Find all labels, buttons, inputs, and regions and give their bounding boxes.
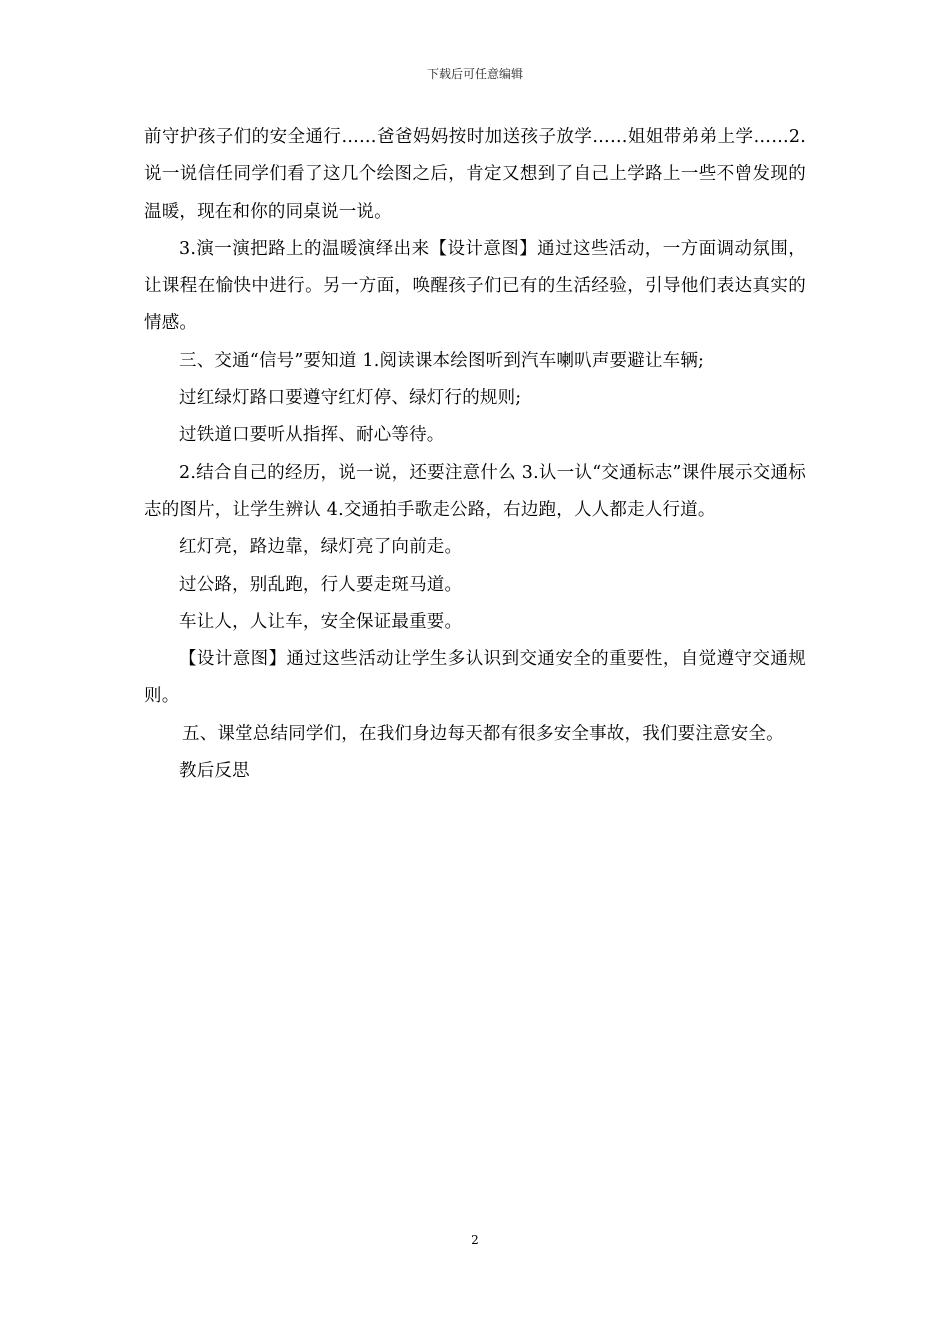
paragraph-5: 过铁道口要听从指挥、耐心等待。 <box>179 425 445 446</box>
paragraph-3: 三、交通“信号”要知道 1.阅读课本绘图听到汽车喇叭声要避让车辆; <box>179 350 705 371</box>
paragraph-1: 前守护孩子们的安全通行……爸爸妈妈按时加送孩子放学……姐姐带弟弟上学……2.说一说信任同学们看了这几个绘图之后，肯定又想到了自己上学路上一些不曾发现的温暖，现在和你的同桌说一说。 <box>144 127 806 222</box>
paragraph-11: 五、课堂总结同学们，在我们身边每天都有很多安全事故，我们要注意安全。 <box>182 723 784 744</box>
document-body <box>144 119 806 790</box>
page-header: 下载后可任意编辑 <box>426 67 523 81</box>
paragraph-9: 车让人，人让车，安全保证最重要。 <box>179 611 463 632</box>
paragraph-2: 3.演一演把路上的温暖演绎出来【设计意图】通过这些活动，一方面调动氛围，让课程在愉快中进行。另一方面，唤醒孩子们已有的生活经验，引导他们表达真实的情感。 <box>144 238 806 334</box>
paragraph-8: 过公路，别乱跑，行人要走斑马道。 <box>179 574 463 595</box>
paragraph-12: 教后反思 <box>179 761 250 782</box>
paragraph-10: 【设计意图】通过这些活动让学生多认识到交通安全的重要性，自觉遵守交通规则。 <box>144 649 806 707</box>
paragraph-6: 2.结合自己的经历，说一说，还要注意什么 3.认一认“交通标志”课件展示交通标志的图片，让学生辨认 4.交通拍手歌走公路，右边跑，人人都走人行道。 <box>144 462 806 520</box>
page-number: 2 <box>471 1233 479 1247</box>
paragraph-7: 红灯亮，路边靠，绿灯亮了向前走。 <box>179 537 463 558</box>
paragraph-4: 过红绿灯路口要遵守红灯停、绿灯行的规则; <box>179 388 522 409</box>
